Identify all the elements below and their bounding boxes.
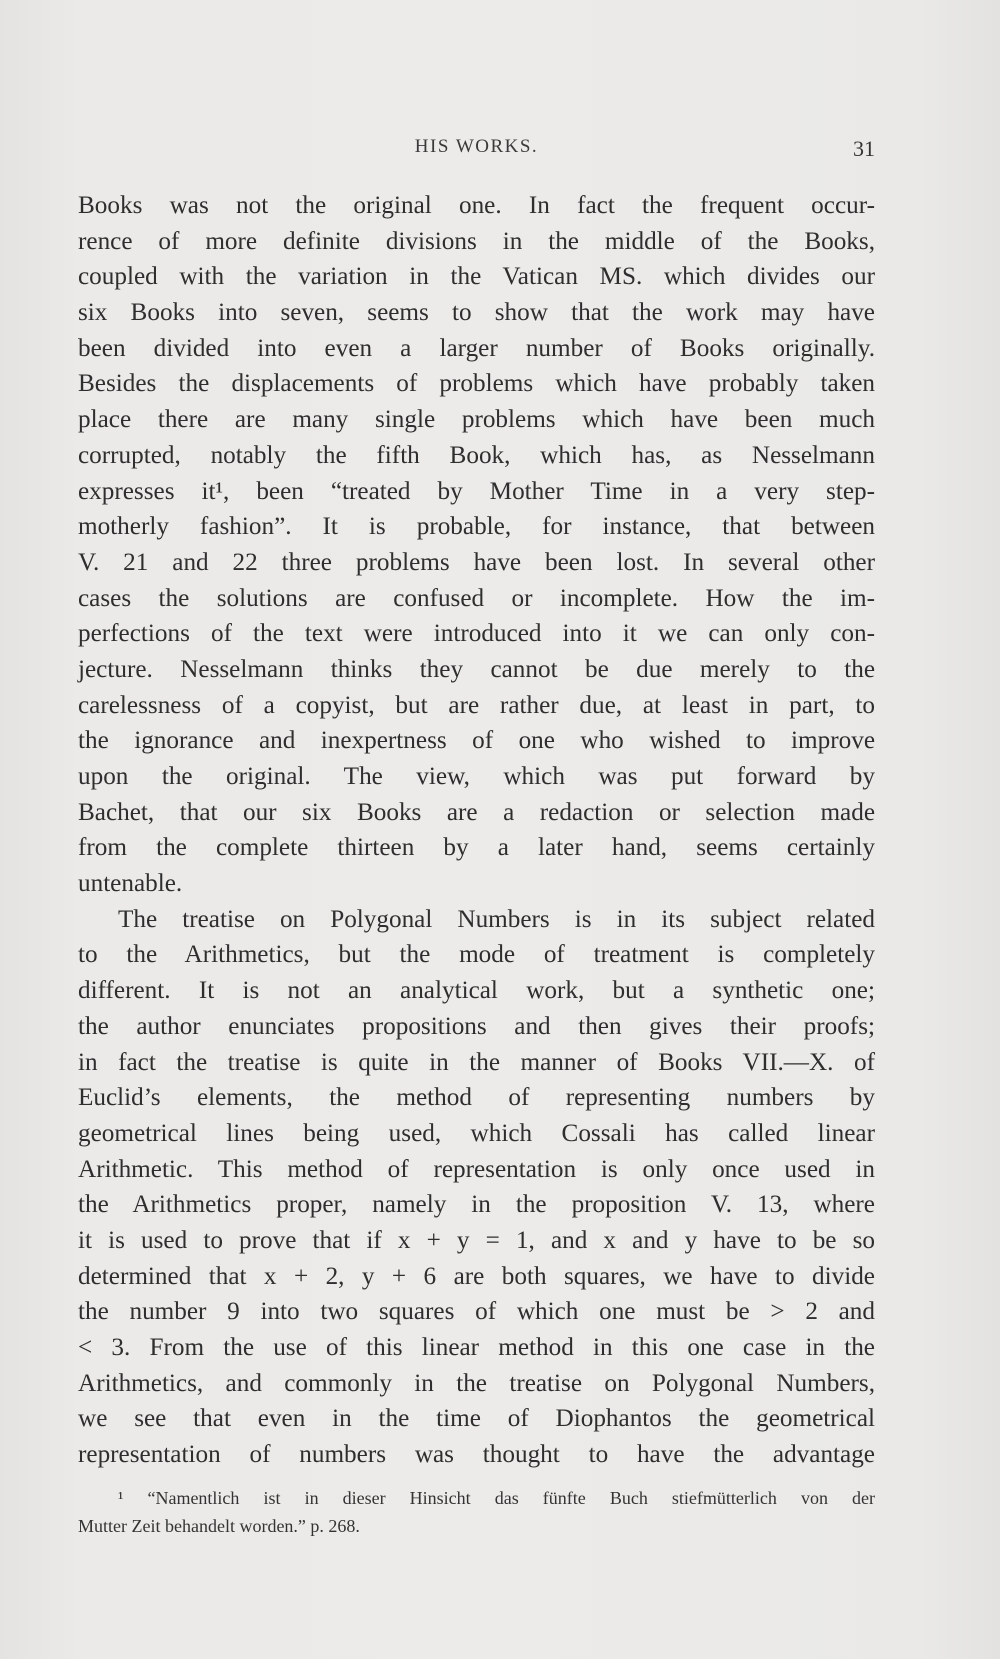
text-line: six Books into seven, seems to show that the work may have bbox=[78, 299, 875, 327]
text-line: < 3. From the use of this linear method in this one case in the bbox=[78, 1334, 875, 1361]
text-line: from the complete thirteen by a later hand, seems certainly bbox=[78, 834, 875, 862]
text-line: representation of numbers was thought to have the advantage bbox=[78, 1441, 875, 1469]
text-line: the Arithmetics proper, namely in the proposition V. 13, where bbox=[78, 1191, 875, 1219]
footnote-line: ¹ “Namentlich ist in dieser Hinsicht das fünfte Buch stiefmütterlich von der bbox=[118, 1488, 875, 1508]
text-line: different. It is not an analytical work, but a synthetic one; bbox=[78, 977, 875, 1005]
text-line: upon the original. The view, which was put forward by bbox=[78, 763, 875, 790]
text-line: place there are many single problems which have been much bbox=[78, 406, 875, 434]
text-line: jecture. Nesselmann thinks they cannot be due merely to the bbox=[78, 655, 875, 683]
text-line: Books was not the original one. In fact the frequent occur- bbox=[78, 192, 875, 219]
text-line: V. 21 and 22 three problems have been lost. In several other bbox=[78, 548, 875, 576]
text-line: to the Arithmetics, but the mode of treatment is completely bbox=[78, 941, 875, 969]
text-line: in fact the treatise is quite in the manner of Books VII.—X. of bbox=[78, 1048, 875, 1076]
text-line: corrupted, notably the fifth Book, which has, as Nesselmann bbox=[78, 441, 875, 469]
text-line: cases the solutions are confused or incomplete. How the im- bbox=[78, 584, 875, 612]
text-line: Euclid’s elements, the method of representing numbers by bbox=[78, 1084, 875, 1112]
text-line: been divided into even a larger number of Books originally. bbox=[78, 334, 875, 362]
footnote-line: Mutter Zeit behandelt worden.” p. 268. bbox=[78, 1516, 360, 1536]
text-line: motherly fashion”. It is probable, for instance, that between bbox=[78, 513, 875, 541]
text-line: expresses it¹, been “treated by Mother Time in a very step- bbox=[78, 477, 875, 505]
page-number: 31 bbox=[853, 136, 875, 161]
text-line: Bachet, that our six Books are a redaction or selection made bbox=[78, 798, 875, 826]
text-line: the author enunciates propositions and then gives their proofs; bbox=[78, 1012, 875, 1040]
page-header bbox=[78, 136, 875, 166]
text-line: rence of more definite divisions in the middle of the Books, bbox=[78, 227, 875, 255]
footnote bbox=[78, 1484, 875, 1540]
text-line: coupled with the variation in the Vatican MS. which divides our bbox=[78, 263, 875, 291]
text-line: Arithmetic. This method of representation is only once used in bbox=[78, 1155, 875, 1183]
text-line: geometrical lines being used, which Cossali has called linear bbox=[78, 1119, 875, 1147]
text-line: carelessness of a copyist, but are rather due, at least in part, to bbox=[78, 691, 875, 719]
text-line: Arithmetics, and commonly in the treatise on Polygonal Numbers, bbox=[78, 1369, 875, 1397]
text-line: Besides the displacements of problems which have probably taken bbox=[78, 370, 875, 398]
text-line-paragraph-end: untenable. bbox=[78, 870, 183, 898]
text-line: determined that x + 2, y + 6 are both squares, we have to divide bbox=[78, 1262, 875, 1290]
text-line: perfections of the text were introduced into it we can only con- bbox=[78, 620, 875, 648]
running-head: HIS WORKS. bbox=[414, 136, 539, 157]
text-line: the ignorance and inexpertness of one who wished to improve bbox=[78, 727, 875, 755]
text-line-paragraph-start: The treatise on Polygonal Numbers is in its subject related bbox=[118, 905, 875, 933]
text-line: the number 9 into two squares of which one must be > 2 and bbox=[78, 1298, 875, 1326]
text-line: we see that even in the time of Diophantos the geometrical bbox=[78, 1405, 875, 1433]
body-text bbox=[78, 188, 875, 1473]
text-line: it is used to prove that if x + y = 1, and x and y have to be so bbox=[78, 1226, 875, 1254]
